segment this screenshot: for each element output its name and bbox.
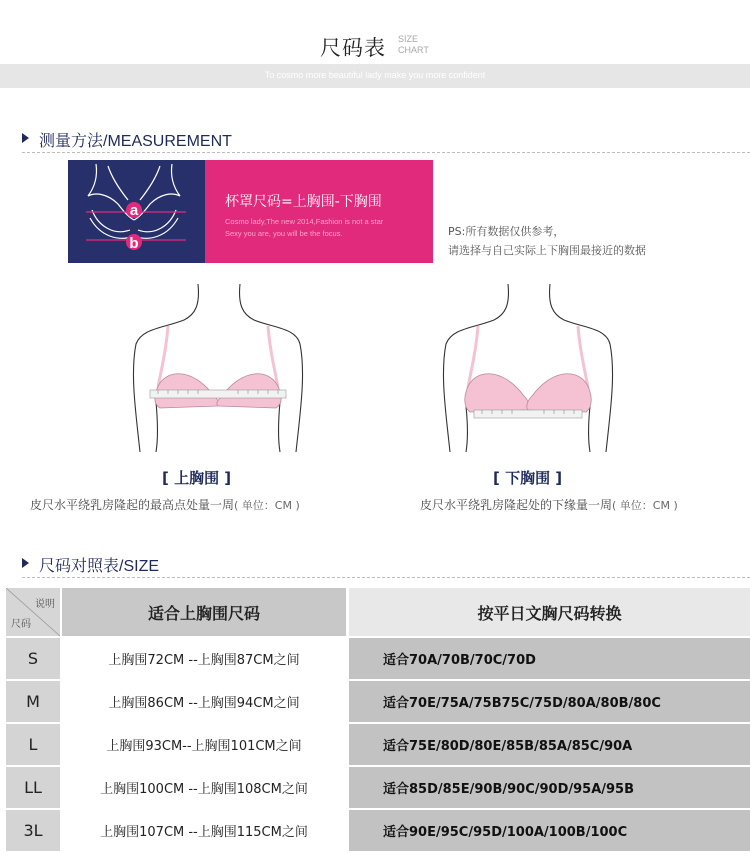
size-cell: S (6, 638, 60, 679)
corner-top-label: 说明 (35, 599, 55, 610)
range-cell: 上胸围107CM --上胸围115CM之间 (62, 810, 346, 851)
page-title: 尺码表 (320, 36, 386, 60)
cup-diagram-illustration (68, 160, 205, 263)
banner-slogan-line1: Cosmo lady,The new 2014,Fashion is not a star (225, 217, 384, 226)
formula-panel (205, 160, 433, 263)
lower-bust-caption: [ 下胸围 ] (493, 469, 563, 487)
corner-bottom-label: 尺码 (11, 619, 31, 630)
size-cell: LL (6, 767, 60, 808)
conversion-cell: 适合85D/85E/90B/90C/90D/95A/95B (349, 767, 750, 808)
measurement-heading-label: 测量方法/MEASUREMENT (39, 133, 232, 150)
cup-formula: 杯罩尺码=上胸围-下胸围 (225, 194, 382, 210)
title-sub-line1: SIZE (398, 34, 419, 44)
upper-bust-description (30, 496, 300, 513)
upper-bust-caption: [ 上胸围 ] (162, 469, 232, 487)
section-divider (22, 577, 750, 578)
ps-note (448, 222, 646, 260)
lower-bust-unit: ( 单位：CM ) (612, 499, 678, 512)
upper-bust-unit: ( 单位：CM ) (234, 499, 300, 512)
tagline: To cosmo more beautiful lady make you more confident (264, 70, 486, 80)
banner-slogan (225, 216, 383, 240)
table-row (6, 767, 750, 808)
table-row (6, 638, 750, 679)
conversion-cell: 适合70E/75A/75B75C/75D/80A/80B/80C (349, 681, 750, 722)
marker-b-label: b (129, 235, 139, 252)
ps-note-line1: PS:所有数据仅供参考， (448, 225, 565, 238)
banner-slogan-line2: Sexy you are, you will be the focus. (225, 229, 343, 238)
conversion-cell: 适合90E/95C/95D/100A/100B/100C (349, 810, 750, 851)
range-cell: 上胸围100CM --上胸围108CM之间 (62, 767, 346, 808)
conversion-cell: 适合75E/80D/80E/85B/85A/85C/90A (349, 724, 750, 765)
column-header-conversion: 按平日文胸尺码转换 (349, 588, 750, 636)
ps-note-line2: 请选择与自己实际上下胸围最接近的数据 (448, 244, 646, 257)
column-header-range: 适合上胸围尺码 (62, 588, 346, 636)
table-header-row (6, 588, 750, 636)
range-cell: 上胸围86CM --上胸围94CM之间 (62, 681, 346, 722)
lower-bust-desc-text: 皮尺水平绕乳房隆起处的下缘量一周 (420, 498, 613, 512)
cup-diagram-panel (68, 160, 205, 263)
table-corner-cell (6, 588, 60, 636)
range-cell: 上胸围72CM --上胸围87CM之间 (62, 638, 346, 679)
page-title-sub (398, 34, 429, 56)
lower-bust-figure (438, 284, 618, 460)
size-cell: L (6, 724, 60, 765)
section-divider (22, 152, 750, 153)
upper-bust-desc-text: 皮尺水平绕乳房隆起的最高点处量一周 (30, 498, 235, 512)
table-row (6, 724, 750, 765)
range-cell: 上胸围93CM--上胸围101CM之间 (62, 724, 346, 765)
table-row (6, 810, 750, 851)
lower-bust-description (420, 496, 678, 513)
upper-bust-figure (128, 284, 308, 460)
size-cell: M (6, 681, 60, 722)
marker-a-label: a (129, 202, 139, 219)
table-row (6, 681, 750, 722)
triangle-bullet-icon (22, 558, 29, 568)
page-title-row (0, 30, 750, 62)
size-cell: 3L (6, 810, 60, 851)
tagline-bar (0, 64, 750, 88)
size-table-heading-label: 尺码对照表/SIZE (39, 558, 160, 575)
triangle-bullet-icon (22, 133, 29, 143)
conversion-cell: 适合70A/70B/70C/70D (349, 638, 750, 679)
lower-bust-illustration (438, 284, 618, 456)
upper-bust-illustration (128, 284, 308, 456)
title-sub-line2: CHART (398, 45, 429, 55)
